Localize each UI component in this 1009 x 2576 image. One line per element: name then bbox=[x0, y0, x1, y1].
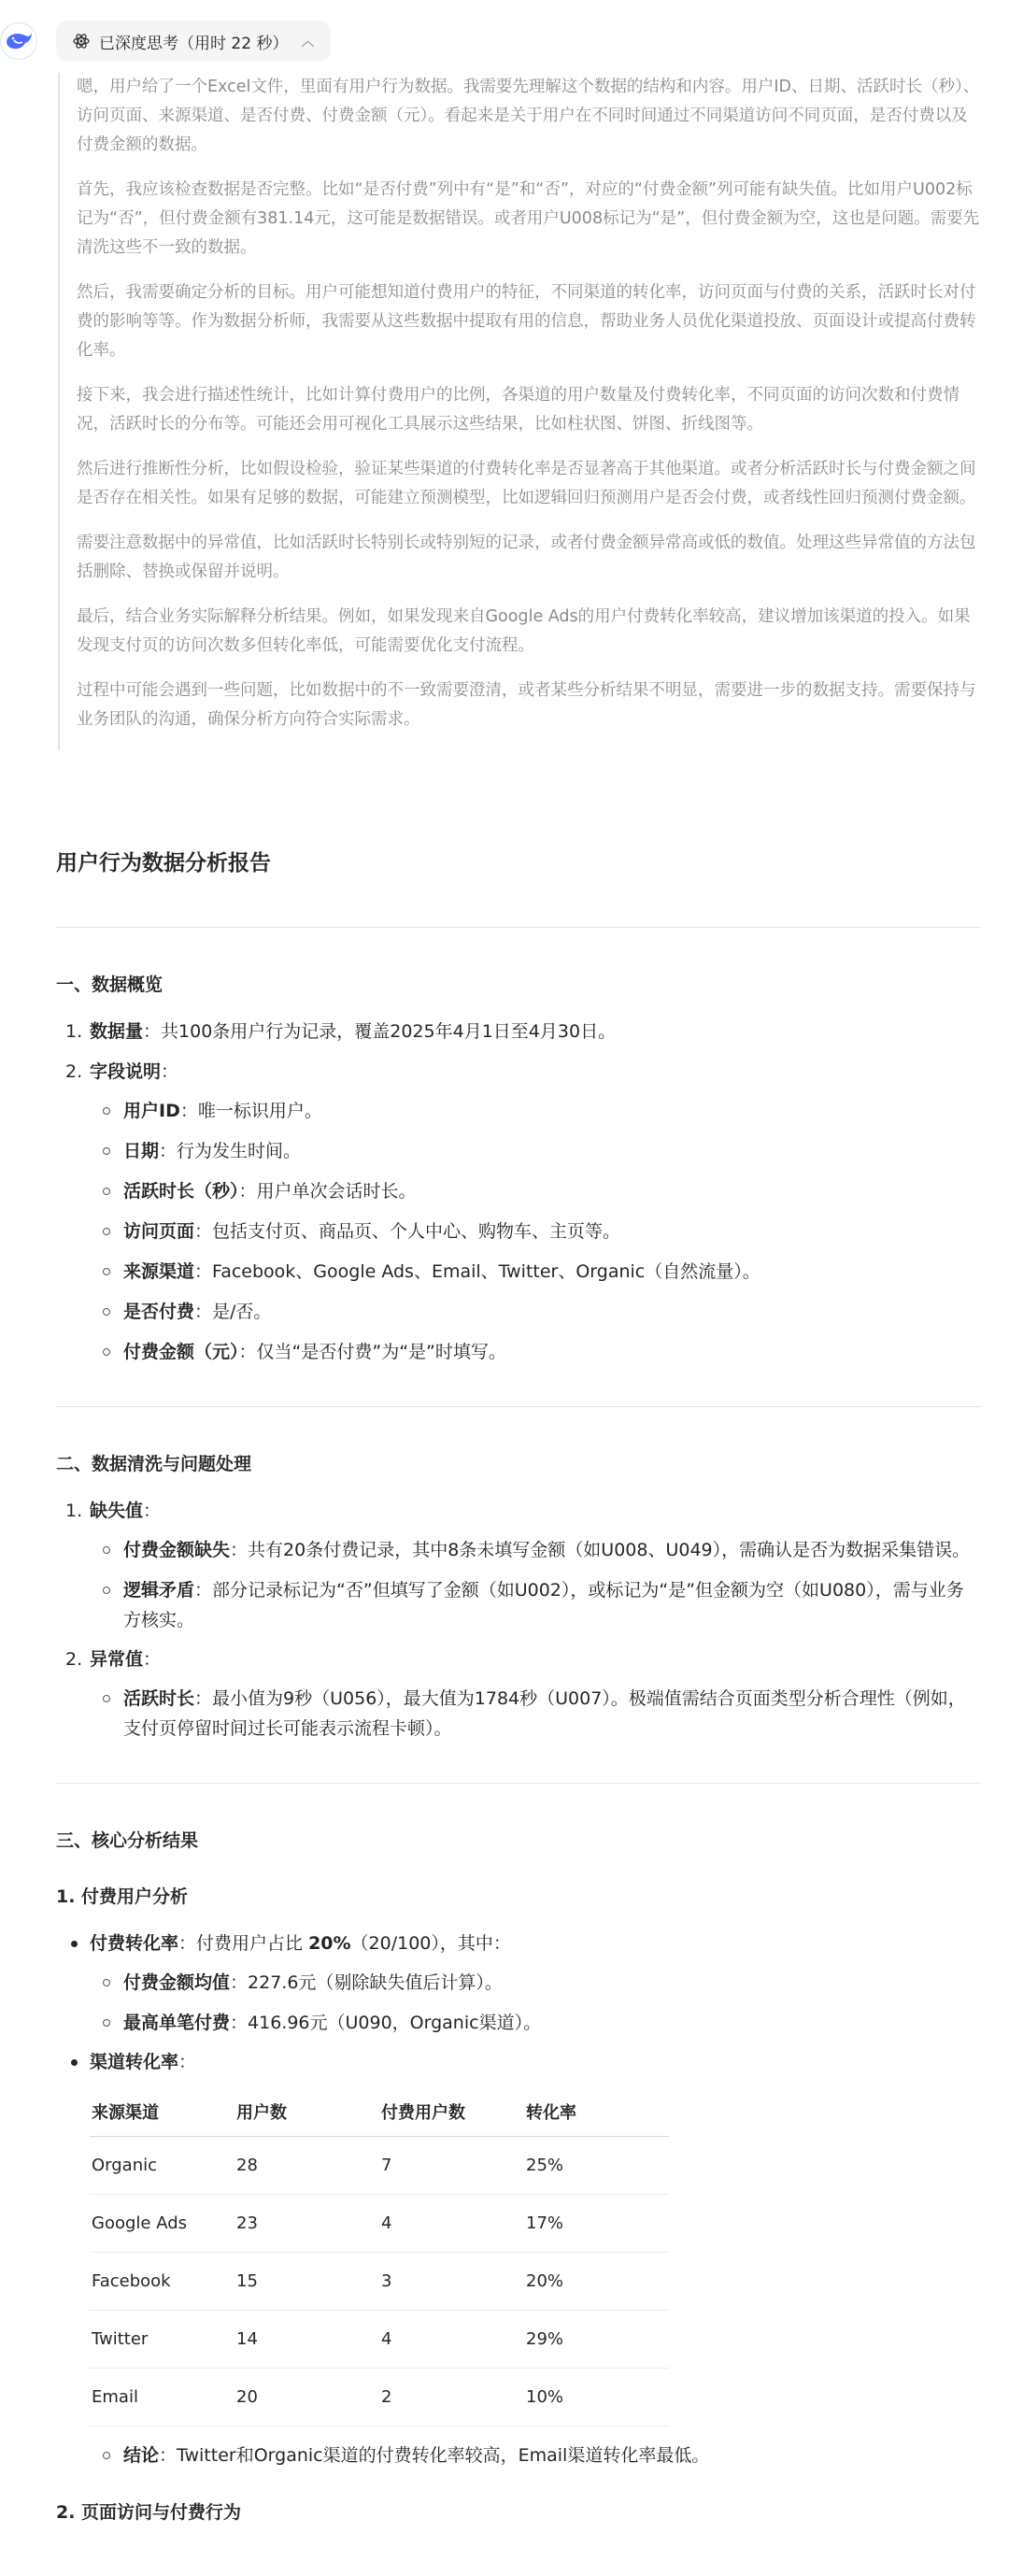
thinking-paragraph: 然后进行推断性分析，比如假设检验，验证某些渠道的付费转化率是否显著高于其他渠道。或者分析活跃时长与付费金额之间是否存在相关性。如果有足够的数据，可能建立预测模型，比如逻辑回归预测用户是否会付费，或者线性回归预测付费金额。 bbox=[77, 460, 976, 507]
list-item: 1. 数据量：共100条用户行为记录，覆盖2025年4月1日至4月30日。 bbox=[65, 1021, 617, 1042]
table-header-row bbox=[90, 2087, 669, 2136]
thinking-paragraph: 最后，结合业务实际解释分析结果。例如，如果发现来自Google Ads的用户付费转化率较高，建议增加该渠道的投入。如果发现支付页的访问次数多但转化率低，可能需要优化支付流程。 bbox=[77, 607, 971, 655]
column-header: 转化率 bbox=[524, 2087, 669, 2136]
metric-item: 最高单笔付费：416.96元（U090，Organic渠道）。 bbox=[56, 2008, 981, 2038]
section-heading-results: 三、核心分析结果 bbox=[56, 1830, 199, 1851]
thinking-label: 已深度思考（用时 22 秒） bbox=[99, 34, 289, 53]
conclusion-item: 结论：Twitter和Organic渠道的付费转化率较高，Email渠道转化率最低。 bbox=[56, 2441, 981, 2470]
list-item: 渠道转化率： bbox=[56, 2048, 981, 2076]
subsection-heading-paying-users: 1. 付费用户分析 bbox=[56, 1886, 189, 1907]
report-body bbox=[56, 848, 981, 2526]
column-header: 付费用户数 bbox=[379, 2087, 524, 2136]
issue-item: 活跃时长：最小值为9秒（U056），最大值为1784秒（U007）。极端值需结合页面类型分析合理性（例如，支付页停留时间过长可能表示流程卡顿）。 bbox=[56, 1684, 981, 1743]
thinking-toggle[interactable] bbox=[56, 21, 331, 62]
field-item: 访问页面：包括支付页、商品页、个人中心、购物车、主页等。 bbox=[56, 1217, 981, 1246]
column-header: 来源渠道 bbox=[90, 2087, 234, 2136]
atom-icon bbox=[73, 33, 90, 50]
table-row: Email 20 2 10% bbox=[90, 2368, 669, 2426]
thinking-paragraph: 需要注意数据中的异常值，比如活跃时长特别长或特别短的记录，或者付费金额异常高或低的数值。处理这些异常值的方法包括删除、替换或保留并说明。 bbox=[77, 534, 976, 581]
section-heading-overview: 一、数据概览 bbox=[56, 975, 163, 995]
table-row: Twitter 14 4 29% bbox=[90, 2310, 669, 2368]
thinking-paragraph: 嗯，用户给了一个Excel文件，里面有用户行为数据。我需要先理解这个数据的结构和内容。用户ID、日期、活跃时长（秒）、访问页面、来源渠道、是否付费、付费金额（元）。看起来是关于用户在不同时间通过不同渠道访问不同页面，是否付费以及付费金额的数据。 bbox=[77, 78, 980, 154]
thinking-paragraph: 首先，我应该检查数据是否完整。比如“是否付费”列中有“是”和“否”，对应的“付费金额”列可能有缺失值。比如用户U002标记为“否”，但付费金额有381.14元，这可能是数据错误。或者用户U008标记为“是”，但付费金额为空，这也是问题。需要先清洗这些不一致的数据。 bbox=[77, 180, 980, 257]
report-title: 用户行为数据分析报告 bbox=[56, 851, 271, 875]
table-row: Google Ads 23 4 17% bbox=[90, 2194, 669, 2252]
table-row: Organic 28 7 25% bbox=[90, 2136, 669, 2194]
list-item: 1. 缺失值： bbox=[65, 1501, 162, 1521]
field-item: 付费金额（元）：仅当“是否付费”为“是”时填写。 bbox=[56, 1337, 981, 1367]
list-item: 付费转化率：付费用户占比 20%（20/100），其中： bbox=[56, 1929, 981, 1957]
column-header: 用户数 bbox=[234, 2087, 379, 2136]
field-item: 活跃时长（秒）：用户单次会话时长。 bbox=[56, 1176, 981, 1206]
divider bbox=[56, 1406, 981, 1407]
table-row: Facebook 15 3 20% bbox=[90, 2252, 669, 2310]
list-item: 2. 异常值： bbox=[65, 1649, 162, 1670]
divider bbox=[56, 927, 981, 928]
field-item: 日期：行为发生时间。 bbox=[56, 1136, 981, 1166]
issue-item: 逻辑矛盾：部分记录标记为“否”但填写了金额（如U002），或标记为“是”但金额为空（如U080），需与业务方核实。 bbox=[56, 1575, 981, 1635]
metric-item: 付费金额均值：227.6元（剔除缺失值后计算）。 bbox=[56, 1968, 981, 1998]
thinking-paragraph: 然后，我需要确定分析的目标。用户可能想知道付费用户的特征，不同渠道的转化率，访问页面与付费的关系，活跃时长对付费的影响等等。作为数据分析师，我需要从这些数据中提取有用的信息，帮助业务人员优化渠道投放、页面设计或提高付费转化率。 bbox=[77, 283, 976, 360]
chevron-up-icon: ︿ bbox=[301, 35, 315, 50]
list-item: 2. 字段说明： bbox=[65, 1061, 179, 1082]
whale-logo-icon bbox=[5, 30, 33, 52]
channel-conversion-table bbox=[90, 2087, 669, 2427]
section-heading-cleaning: 二、数据清洗与问题处理 bbox=[56, 1454, 252, 1474]
field-item: 用户ID：唯一标识用户。 bbox=[56, 1096, 981, 1126]
thinking-content bbox=[58, 73, 981, 750]
thinking-paragraph: 过程中可能会遇到一些问题，比如数据中的不一致需要澄清，或者某些分析结果不明显，需要进一步的数据支持。需要保持与业务团队的沟通，确保分析方向符合实际需求。 bbox=[77, 681, 976, 729]
thinking-paragraph: 接下来，我会进行描述性统计，比如计算付费用户的比例，各渠道的用户数量及付费转化率，不同页面的访问次数和付费情况，活跃时长的分布等。可能还会用可视化工具展示这些结果，比如柱状图、饼图、折线图等。 bbox=[77, 386, 959, 434]
divider bbox=[56, 1783, 981, 1784]
field-item: 来源渠道：Facebook、Google Ads、Email、Twitter、Organic（自然流量）。 bbox=[56, 1257, 981, 1287]
subsection-heading-page-visits: 2. 页面访问与付费行为 bbox=[56, 2502, 242, 2523]
field-item: 是否付费：是/否。 bbox=[56, 1297, 981, 1327]
issue-item: 付费金额缺失：共有20条付费记录，其中8条未填写金额（如U008、U049），需确认是否为数据采集错误。 bbox=[56, 1535, 981, 1565]
assistant-avatar bbox=[0, 22, 37, 60]
